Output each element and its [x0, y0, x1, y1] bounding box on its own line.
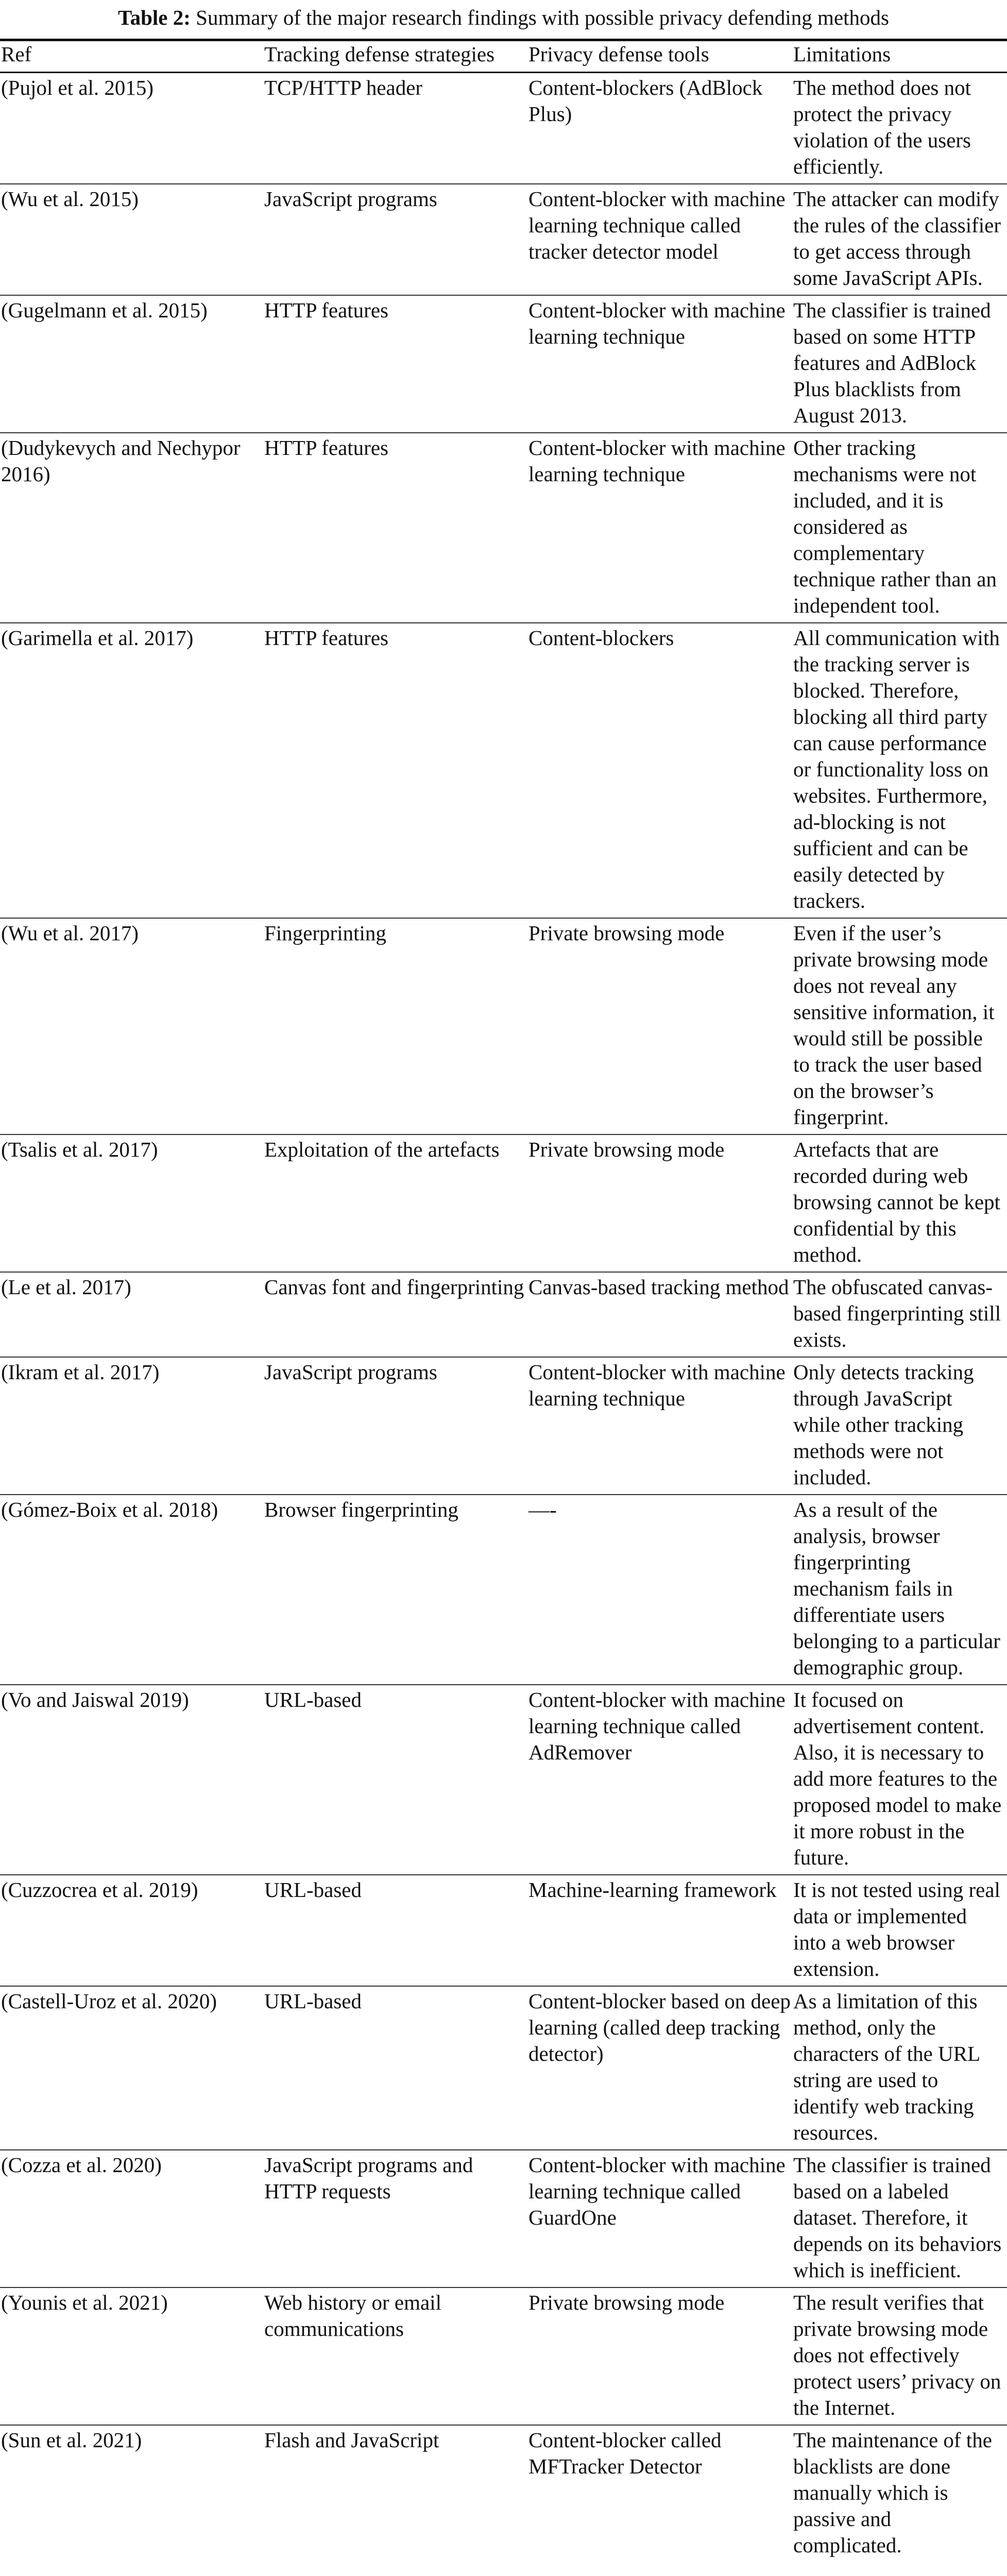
cell-strategy: Browser fingerprinting — [264, 1495, 528, 1685]
cell-limitation: The obfuscated canvas-based fingerprinting still exists. — [793, 1272, 1007, 1357]
table-row — [0, 1272, 1007, 1357]
table-row — [0, 73, 1007, 184]
cell-strategy: Fingerprinting — [264, 918, 528, 1134]
cell-limitation: Only detects tracking through JavaScript while other tracking methods were not included. — [793, 1357, 1007, 1495]
cell-ref: (Tsalis et al. 2017) — [0, 1134, 264, 1272]
cell-strategy: TCP/HTTP header — [264, 76, 423, 99]
cell-tool: Canvas-based tracking method — [528, 1272, 793, 1357]
table-row — [0, 295, 1007, 433]
cell-strategy: HTTP features — [264, 295, 528, 433]
cell-ref: (Ikram et al. 2017) — [0, 1357, 264, 1495]
cell-strategy: Web history or email communications — [264, 2287, 528, 2425]
cell-ref: (Vo and Jaiswal 2019) — [0, 1685, 264, 1875]
cell-limitation: Artefacts that are recorded during web browsing cannot be kept confidential by this method. — [793, 1134, 1007, 1272]
cell-ref: (Wu et al. 2015) — [0, 184, 264, 295]
cell-limitation: The result verifies that private browsing mode does not effectively protect users’ privacy on the Internet. — [793, 2287, 1007, 2425]
cell-tool: Content-blocker called MFTracker Detector — [528, 2425, 793, 2562]
cell-ref: (Pujol et al. 2015) — [1, 76, 154, 99]
cell-tool: Content-blockers (AdBlock Plus) — [528, 76, 763, 126]
column-header-tools: Privacy defense tools — [528, 37, 793, 73]
table-row — [0, 1134, 1007, 1272]
table-header-row — [0, 37, 1007, 73]
column-header-ref: Ref — [0, 37, 264, 73]
table-body — [0, 73, 1007, 2563]
cell-tool: Content-blocker with machine learning technique called GuardOne — [528, 2150, 793, 2287]
cell-limitation: The attacker can modify the rules of the classifier to get access through some JavaScript APIs. — [793, 184, 1007, 295]
table-row — [0, 918, 1007, 1134]
cell-ref: (Wu et al. 2017) — [0, 918, 264, 1134]
cell-limitation: It focused on advertisement content. Also, it is necessary to add more features to the proposed model to make it more robust in the future. — [793, 1685, 1007, 1875]
table-row — [0, 1495, 1007, 1685]
table-row — [0, 2150, 1007, 2287]
cell-ref: (Gugelmann et al. 2015) — [0, 295, 264, 433]
table-caption-text: Summary of the major research findings with possible privacy defending methods — [196, 6, 889, 29]
cell-ref: (Le et al. 2017) — [0, 1272, 264, 1357]
table-row — [0, 1875, 1007, 1986]
cell-strategy: URL-based — [264, 1685, 528, 1875]
cell-limitation: As a limitation of this method, only the characters of the URL string are used to identify web tracking resources. — [793, 1986, 1007, 2150]
cell-limitation: It is not tested using real data or implemented into a web browser extension. — [793, 1875, 1007, 1986]
table-row — [0, 1357, 1007, 1495]
cell-tool: Private browsing mode — [528, 1134, 793, 1272]
cell-strategy: HTTP features — [264, 623, 528, 918]
column-header-limitations: Limitations — [793, 37, 1007, 73]
cell-ref: (Cuzzocrea et al. 2019) — [0, 1875, 264, 1986]
cell-tool: Content-blocker with machine learning technique called tracker detector model — [528, 184, 793, 295]
cell-tool: Content-blocker with machine learning technique — [528, 295, 793, 433]
cell-limitation: Other tracking mechanisms were not included, and it is considered as complementary technique rather than an independent tool. — [793, 433, 1007, 623]
cell-tool: Content-blocker based on deep learning (called deep tracking detector) — [528, 1986, 793, 2150]
cell-strategy: URL-based — [264, 1875, 528, 1986]
cell-tool: Private browsing mode — [528, 918, 793, 1134]
cell-strategy: URL-based — [264, 1986, 528, 2150]
cell-strategy: JavaScript programs and HTTP requests — [264, 2150, 528, 2287]
cell-limitation: The classifier is trained based on a labeled dataset. Therefore, it depends on its behaviors which is inefficient. — [793, 2150, 1007, 2287]
cell-strategy: Exploitation of the artefacts — [264, 1134, 528, 1272]
cell-limitation: Even if the user’s private browsing mode does not reveal any sensitive information, it would still be possible to track the user based on the browser’s fingerprint. — [793, 918, 1007, 1134]
cell-tool: Machine-learning framework — [528, 1875, 793, 1986]
cell-ref: (Sun et al. 2021) — [0, 2425, 264, 2562]
table-caption-label: Table 2: — [118, 6, 191, 29]
cell-tool: —- — [528, 1495, 793, 1685]
table-row — [0, 623, 1007, 918]
cell-strategy: HTTP features — [264, 433, 528, 623]
cell-ref: (Younis et al. 2021) — [0, 2287, 264, 2425]
cell-strategy: Canvas font and fingerprinting — [264, 1272, 528, 1357]
cell-tool: Content-blocker with machine learning technique — [528, 433, 793, 623]
cell-limitation: As a result of the analysis, browser fingerprinting mechanism fails in differentiate users belonging to a particular demographic group. — [793, 1495, 1007, 1685]
cell-tool: Private browsing mode — [528, 2287, 793, 2425]
table-row — [0, 2425, 1007, 2562]
cell-limitation: The classifier is trained based on some HTTP features and AdBlock Plus blacklists from August 2013. — [793, 295, 1007, 433]
table-row — [0, 1986, 1007, 2150]
cell-ref: (Dudykevych and Nechypor 2016) — [0, 433, 264, 623]
cell-limitation: All communication with the tracking server is blocked. Therefore, blocking all third party can cause performance or functionality loss on websites. Furthermore, ad-blocking is not sufficient and can be easily detected by trackers. — [793, 623, 1007, 918]
table-row — [0, 2287, 1007, 2425]
cell-tool: Content-blocker with machine learning technique called AdRemover — [528, 1685, 793, 1875]
findings-table — [0, 37, 1007, 2562]
table-row — [0, 184, 1007, 295]
cell-tool: Content-blockers — [528, 623, 793, 918]
cell-strategy: JavaScript programs — [264, 184, 528, 295]
cell-strategy: Flash and JavaScript — [264, 2425, 528, 2562]
cell-ref: (Gómez-Boix et al. 2018) — [0, 1495, 264, 1685]
cell-limitation: The method does not protect the privacy violation of the users efficiently. — [793, 76, 971, 178]
cell-strategy: JavaScript programs — [264, 1357, 528, 1495]
cell-limitation: The maintenance of the blacklists are done manually which is passive and complicated. — [793, 2425, 1007, 2562]
table-caption — [0, 4, 1007, 31]
table-row — [0, 1685, 1007, 1875]
cell-tool: Content-blocker with machine learning technique — [528, 1357, 793, 1495]
column-header-strategies: Tracking defense strategies — [264, 37, 528, 73]
cell-ref: (Garimella et al. 2017) — [0, 623, 264, 918]
table-row — [0, 433, 1007, 623]
cell-ref: (Cozza et al. 2020) — [0, 2150, 264, 2287]
cell-ref: (Castell-Uroz et al. 2020) — [0, 1986, 264, 2150]
